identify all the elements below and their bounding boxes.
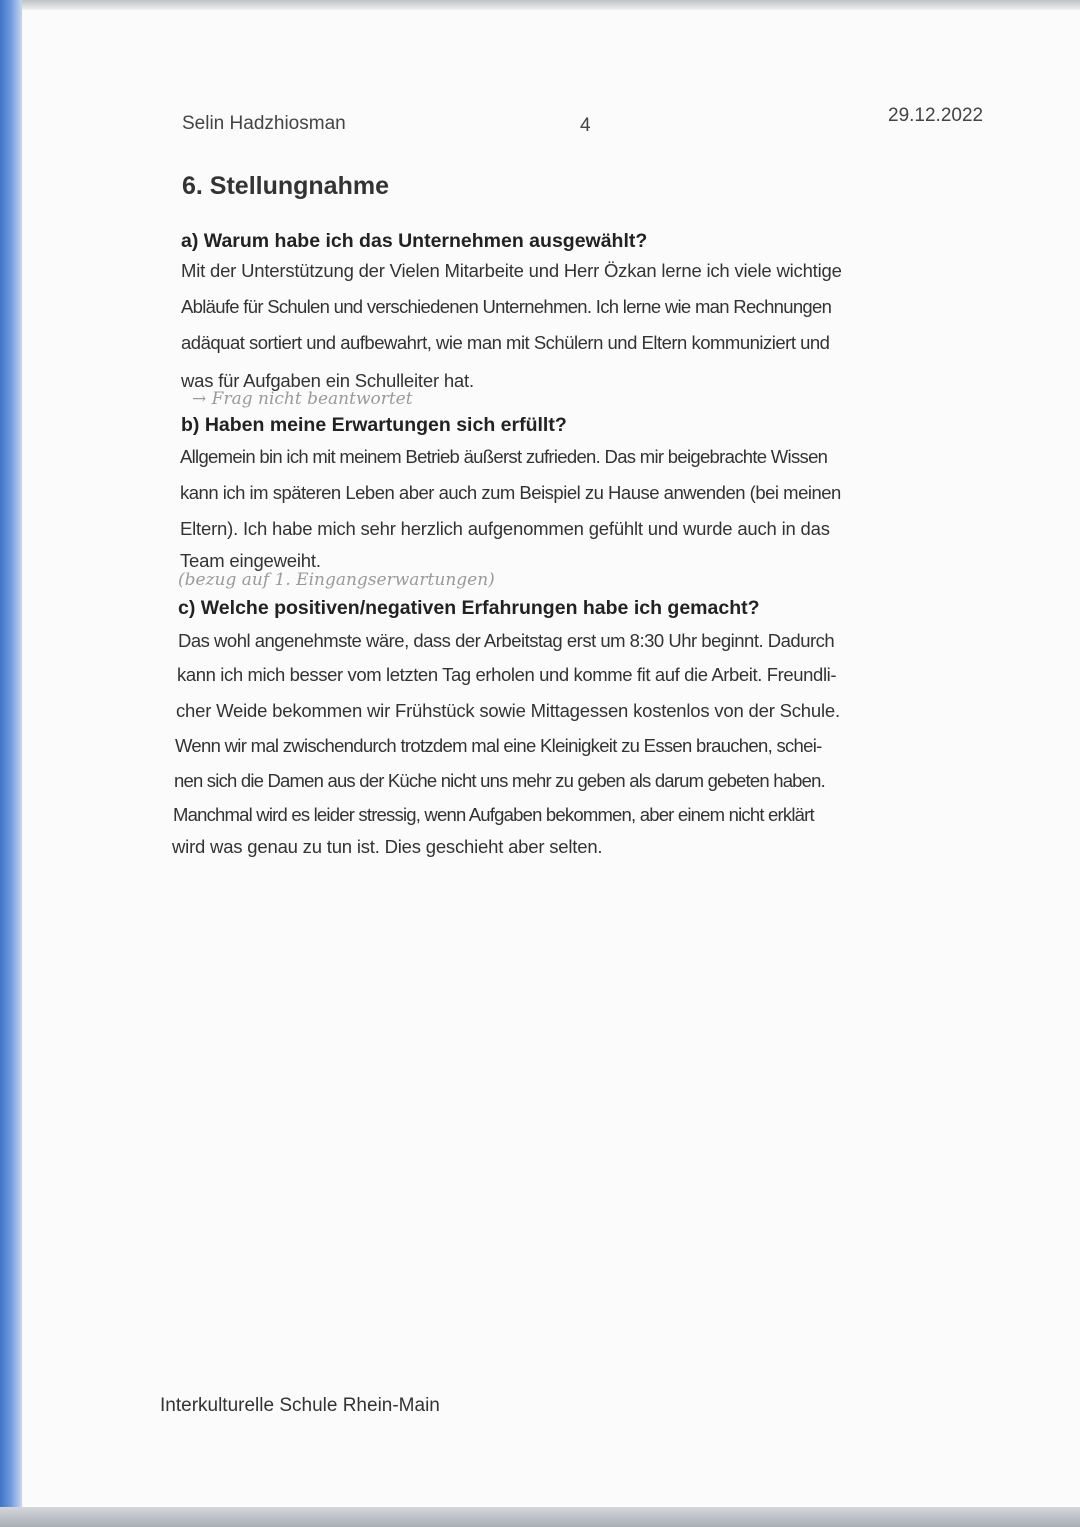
answer-line: was für Aufgaben ein Schulleiter hat.: [181, 370, 474, 391]
handwritten-annotation: → Frag nicht beantwortet: [192, 389, 413, 409]
answer-line: wird was genau zu tun ist. Dies geschieht aber selten.: [172, 836, 603, 857]
footer-school-name: Interkulturelle Schule Rhein-Main: [160, 1395, 440, 1416]
paper-top-edge: [0, 0, 1080, 10]
answer-line: Eltern). Ich habe mich sehr herzlich aufgenommen gefühlt und wurde auch in das: [180, 518, 830, 539]
answer-line: Manchmal wird es leider stressig, wenn Aufgaben bekommen, aber einem nicht erklärt: [173, 804, 814, 825]
answer-line: kann ich mich besser vom letzten Tag erholen und komme fit auf die Arbeit. Freundli-: [177, 664, 837, 685]
answer-line: kann ich im späteren Leben aber auch zum Beispiel zu Hause anwenden (bei meinen: [180, 482, 841, 503]
section-title: 6. Stellungnahme: [182, 172, 389, 200]
question-b: b) Haben meine Erwartungen sich erfüllt?: [181, 414, 567, 436]
answer-line: Mit der Unterstützung der Vielen Mitarbeite und Herr Özkan lerne ich viele wichtige: [181, 260, 842, 281]
page-number: 4: [580, 115, 591, 136]
answer-line: nen sich die Damen aus der Küche nicht uns mehr zu geben als darum gebeten haben.: [174, 770, 825, 791]
answer-line: Wenn wir mal zwischendurch trotzdem mal eine Kleinigkeit zu Essen brauchen, schei-: [175, 735, 822, 756]
answer-line: Das wohl angenehmste wäre, dass der Arbeitstag erst um 8:30 Uhr beginnt. Dadurch: [178, 630, 835, 651]
author-name: Selin Hadzhiosman: [182, 113, 346, 134]
answer-line: Allgemein bin ich mit meinem Betrieb äußerst zufrieden. Das mir beigebrachte Wissen: [180, 446, 828, 467]
binding-edge: [0, 0, 22, 1527]
question-c: c) Welche positiven/negativen Erfahrungen habe ich gemacht?: [178, 597, 760, 619]
answer-line: adäquat sortiert und aufbewahrt, wie man mit Schülern und Eltern kommuniziert und: [181, 332, 830, 353]
paper-bottom-edge: [0, 1507, 1080, 1527]
answer-line: Team eingeweiht.: [180, 550, 321, 571]
answer-line: cher Weide bekommen wir Frühstück sowie Mittagessen kostenlos von der Schule.: [176, 700, 840, 721]
answer-line: Abläufe für Schulen und verschiedenen Unternehmen. Ich lerne wie man Rechnungen: [181, 296, 832, 317]
document-date: 29.12.2022: [888, 105, 984, 126]
question-a: a) Warum habe ich das Unternehmen ausgewählt?: [181, 230, 648, 252]
handwritten-annotation: (bezug auf 1. Eingangserwartungen): [178, 570, 495, 590]
